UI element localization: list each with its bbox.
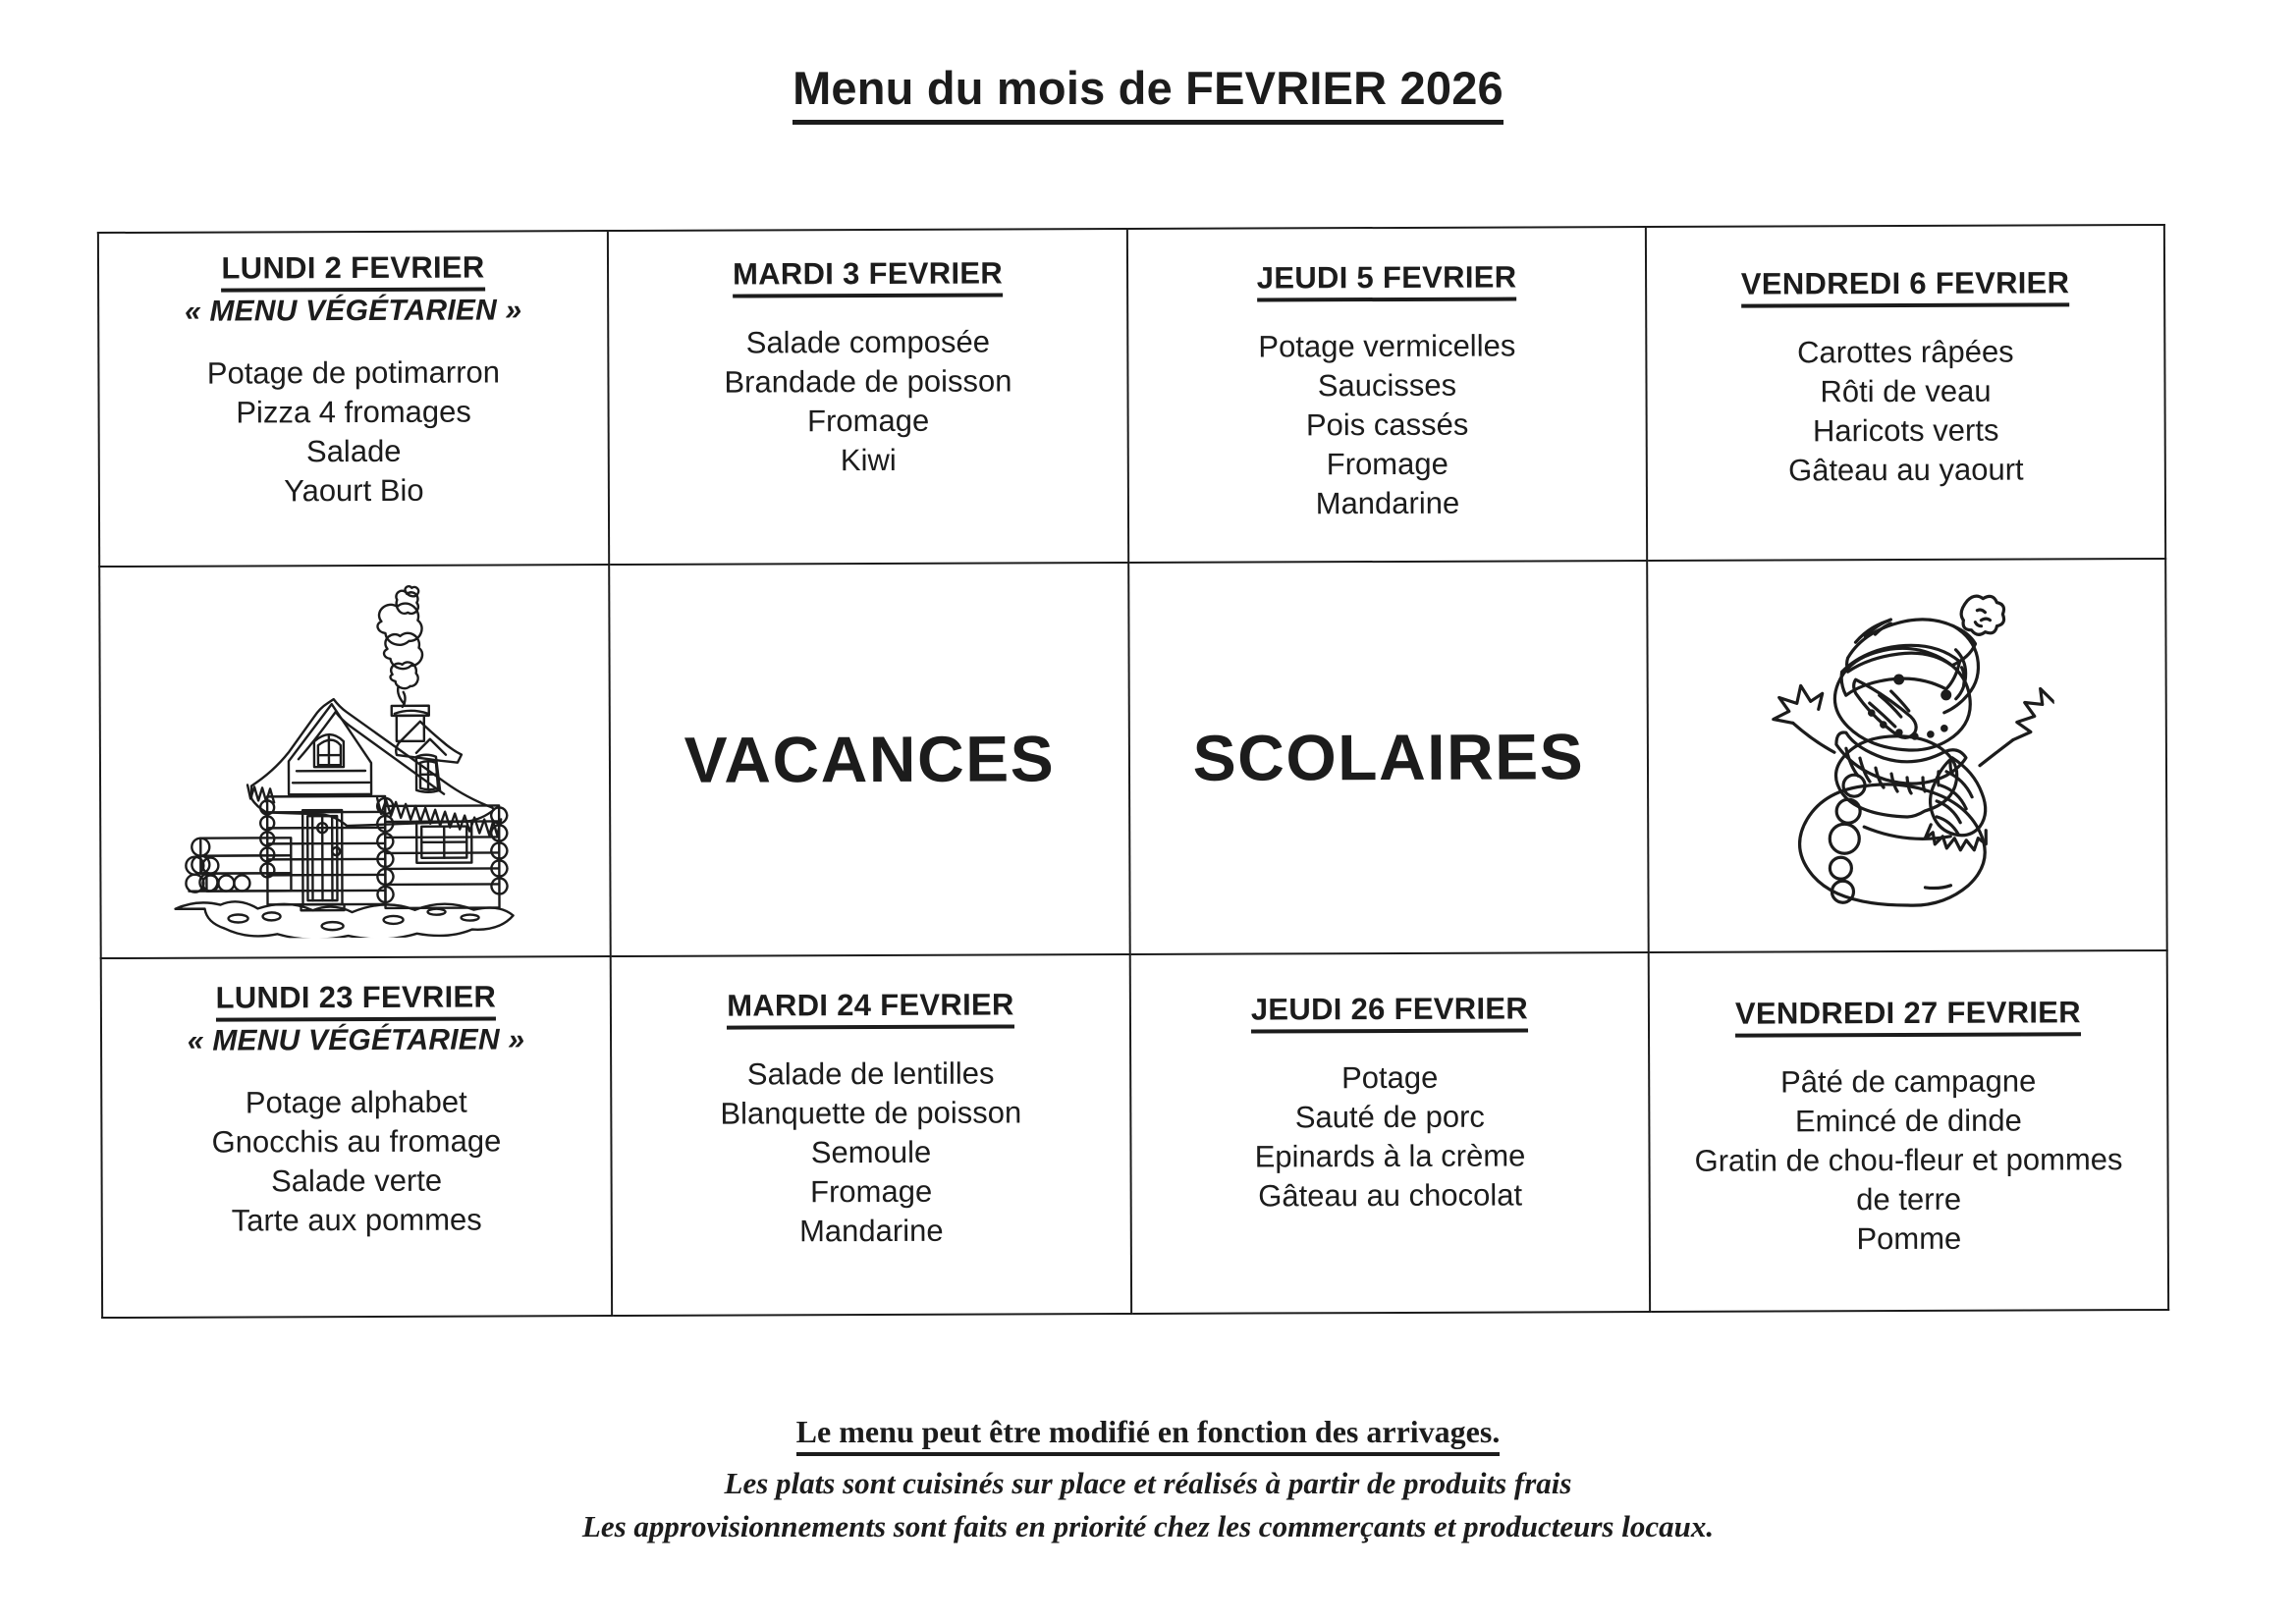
- dish-item: Mandarine: [1315, 485, 1460, 521]
- dish-item: Pâté de campagne: [1780, 1063, 2037, 1100]
- vegetarian-label: « MENU VÉGÉTARIEN »: [184, 294, 522, 328]
- day-heading: VENDREDI 6 FEVRIER: [1657, 265, 2154, 308]
- illustration-cell-cabin: [99, 565, 611, 957]
- dish-item: Pomme: [1856, 1220, 1962, 1256]
- dish-item: de terre: [1856, 1181, 1962, 1217]
- dish-list: [622, 1054, 1121, 1252]
- dish-item: Epinards à la crème: [1254, 1138, 1526, 1174]
- holiday-word-cell-2: [1128, 561, 1649, 953]
- dish-item: Pois cassés: [1305, 406, 1469, 443]
- dish-item: Carottes râpées: [1797, 334, 2014, 370]
- day-heading: JEUDI 26 FEVRIER: [1141, 991, 1638, 1034]
- snowman-icon: [1648, 560, 2166, 950]
- day-heading: MARDI 24 FEVRIER: [622, 987, 1120, 1030]
- dish-item: Kiwi: [840, 442, 897, 478]
- dish-item: Brandade de poisson: [724, 363, 1012, 400]
- holiday-word-cell-1: [609, 563, 1130, 955]
- page-title: [0, 61, 2296, 125]
- dish-item: Semoule: [810, 1134, 932, 1169]
- menu-calendar-table: [97, 224, 2169, 1319]
- dish-item: Mandarine: [798, 1213, 944, 1248]
- dish-item: Fromage: [1326, 446, 1449, 482]
- dish-item: Gâteau au yaourt: [1787, 452, 2024, 488]
- dish-list: [1138, 326, 1636, 524]
- dish-item: Gratin de chou-fleur et pommes: [1694, 1141, 2123, 1178]
- dish-item: Salade verte: [270, 1163, 443, 1198]
- dish-item: Tarte aux pommes: [231, 1202, 482, 1238]
- table-row-holidays: [99, 559, 2167, 957]
- menu-cell-jeudi-26[interactable]: [1130, 952, 1650, 1314]
- dish-list: [1660, 1061, 2158, 1260]
- dish-list: [1657, 332, 2155, 491]
- dish-item: Blanquette de poisson: [720, 1095, 1022, 1131]
- day-heading: JEUDI 5 FEVRIER: [1138, 259, 1635, 302]
- dish-item: Fromage: [810, 1173, 933, 1209]
- dish-item: Gâteau au chocolat: [1258, 1177, 1523, 1214]
- dish-item: Potage de potimarron: [206, 354, 501, 391]
- vegetarian-label: « MENU VÉGÉTARIEN »: [187, 1022, 525, 1057]
- dish-item: Potage alphabet: [245, 1084, 467, 1120]
- dish-item: Salade composée: [745, 324, 990, 360]
- dish-list: [619, 322, 1118, 481]
- footer-line-2: Les plats sont cuisinés sur place et réalisés à partir de produits frais: [724, 1466, 1572, 1500]
- dish-list: [109, 352, 598, 512]
- menu-cell-vendredi-27[interactable]: [1649, 950, 2168, 1312]
- holiday-word-scolaires: SCOLAIRES: [1192, 720, 1585, 795]
- dish-item: Yaourt Bio: [284, 472, 424, 509]
- day-heading: LUNDI 2 FEVRIER: [109, 249, 597, 293]
- holiday-word-vacances: VACANCES: [683, 722, 1056, 797]
- dish-list: [1141, 1057, 1639, 1217]
- dish-item: Pizza 4 fromages: [236, 394, 471, 430]
- dish-item: Fromage: [807, 403, 930, 439]
- menu-cell-lundi-2[interactable]: [98, 231, 609, 567]
- illustration-cell-snowman: [1647, 559, 2167, 951]
- menu-cell-vendredi-6[interactable]: [1646, 225, 2165, 561]
- dish-item: Salade: [305, 433, 402, 469]
- table-row-week2: [101, 950, 2168, 1318]
- page-title-text: Menu du mois de FEVRIER 2026: [793, 61, 1503, 125]
- dish-item: Saucisses: [1317, 367, 1457, 404]
- dish-item: Potage vermicelles: [1258, 328, 1516, 364]
- table-row-week1: [98, 225, 2165, 567]
- log-cabin-winter-icon: [100, 566, 610, 956]
- dish-item: Emincé de dinde: [1794, 1103, 2022, 1139]
- dish-item: Haricots verts: [1812, 412, 1999, 449]
- footer-line-3: Les approvisionnements sont faits en priorité chez les commerçants et producteurs locaux.: [581, 1509, 1715, 1544]
- day-heading: VENDREDI 27 FEVRIER: [1660, 995, 2157, 1038]
- footer-notes: [0, 1414, 2296, 1548]
- dish-item: Potage: [1340, 1059, 1439, 1095]
- dish-list: [112, 1082, 601, 1241]
- day-heading: LUNDI 23 FEVRIER: [112, 979, 600, 1022]
- day-heading: MARDI 3 FEVRIER: [619, 255, 1117, 298]
- dish-item: Salade de lentilles: [746, 1055, 995, 1092]
- dish-item: Gnocchis au fromage: [211, 1123, 502, 1160]
- dish-item: Rôti de veau: [1820, 373, 1992, 409]
- menu-cell-mardi-3[interactable]: [608, 229, 1128, 565]
- menu-cell-jeudi-5[interactable]: [1127, 227, 1647, 563]
- menu-cell-mardi-24[interactable]: [611, 954, 1131, 1316]
- dish-item: Sauté de porc: [1294, 1099, 1485, 1134]
- footer-line-1: Le menu peut être modifié en fonction des arrivages.: [0, 1414, 2296, 1456]
- menu-cell-lundi-23[interactable]: [101, 956, 612, 1318]
